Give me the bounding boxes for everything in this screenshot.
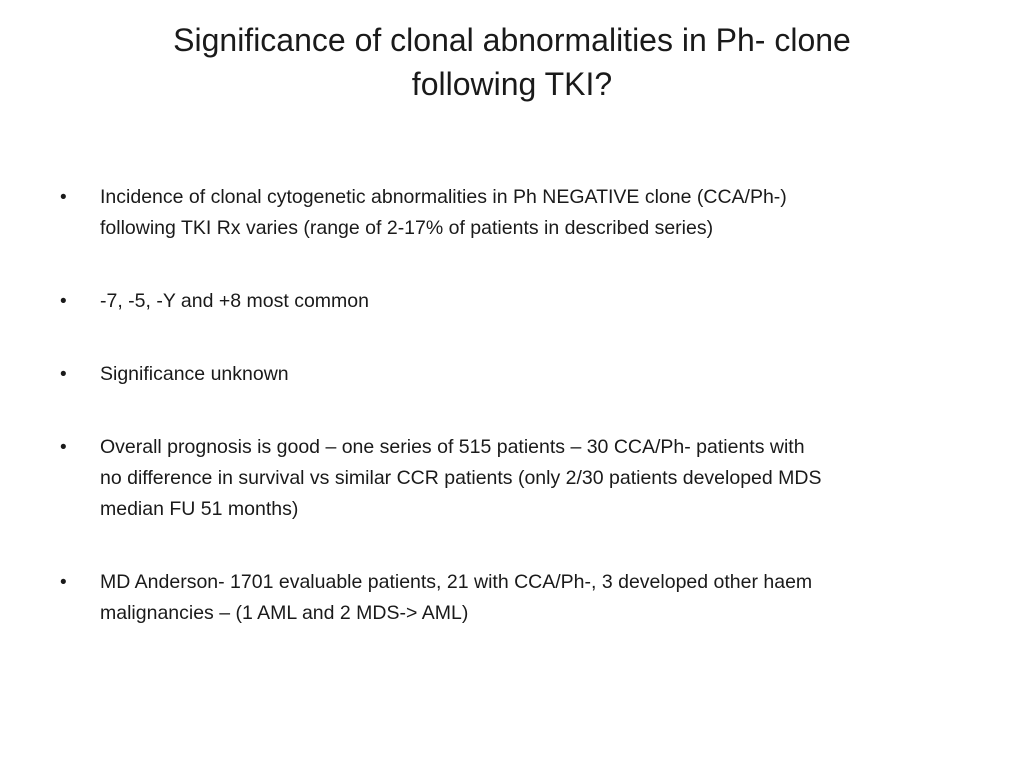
bullet-list xyxy=(60,182,970,629)
title-line-2: following TKI? xyxy=(411,66,613,102)
bullet-item-prognosis xyxy=(60,432,970,525)
bullet-icon: • xyxy=(60,572,67,593)
bullet-text-line: no difference in survival vs similar CCR patients (only 2/30 patients developed MDS xyxy=(100,467,822,489)
bullet-text-line: MD Anderson- 1701 evaluable patients, 21 with CCA/Ph-, 3 developed other haem xyxy=(100,571,813,593)
bullet-text-line: Incidence of clonal cytogenetic abnormalities in Ph NEGATIVE clone (CCA/Ph-) xyxy=(100,186,787,208)
bullet-item-most-common xyxy=(60,286,970,317)
bullet-item-md-anderson xyxy=(60,567,970,629)
bullet-text-line: Overall prognosis is good – one series of 515 patients – 30 CCA/Ph- patients with xyxy=(100,436,805,458)
title-line-1: Significance of clonal abnormalities in Ph- clone xyxy=(173,22,851,58)
slide-title xyxy=(60,18,964,106)
bullet-icon: • xyxy=(60,187,67,208)
bullet-text-line: malignancies – (1 AML and 2 MDS-> AML) xyxy=(100,602,469,624)
bullet-icon: • xyxy=(60,291,67,312)
bullet-item-incidence xyxy=(60,182,970,244)
bullet-text-line: median FU 51 months) xyxy=(100,498,299,520)
bullet-text-line: -7, -5, -Y and +8 most common xyxy=(100,290,369,312)
bullet-icon: • xyxy=(60,437,67,458)
bullet-icon: • xyxy=(60,364,67,385)
bullet-text-line: following TKI Rx varies (range of 2-17% of patients in described series) xyxy=(100,217,714,239)
bullet-item-significance xyxy=(60,359,970,390)
bullet-text-line: Significance unknown xyxy=(100,363,289,385)
